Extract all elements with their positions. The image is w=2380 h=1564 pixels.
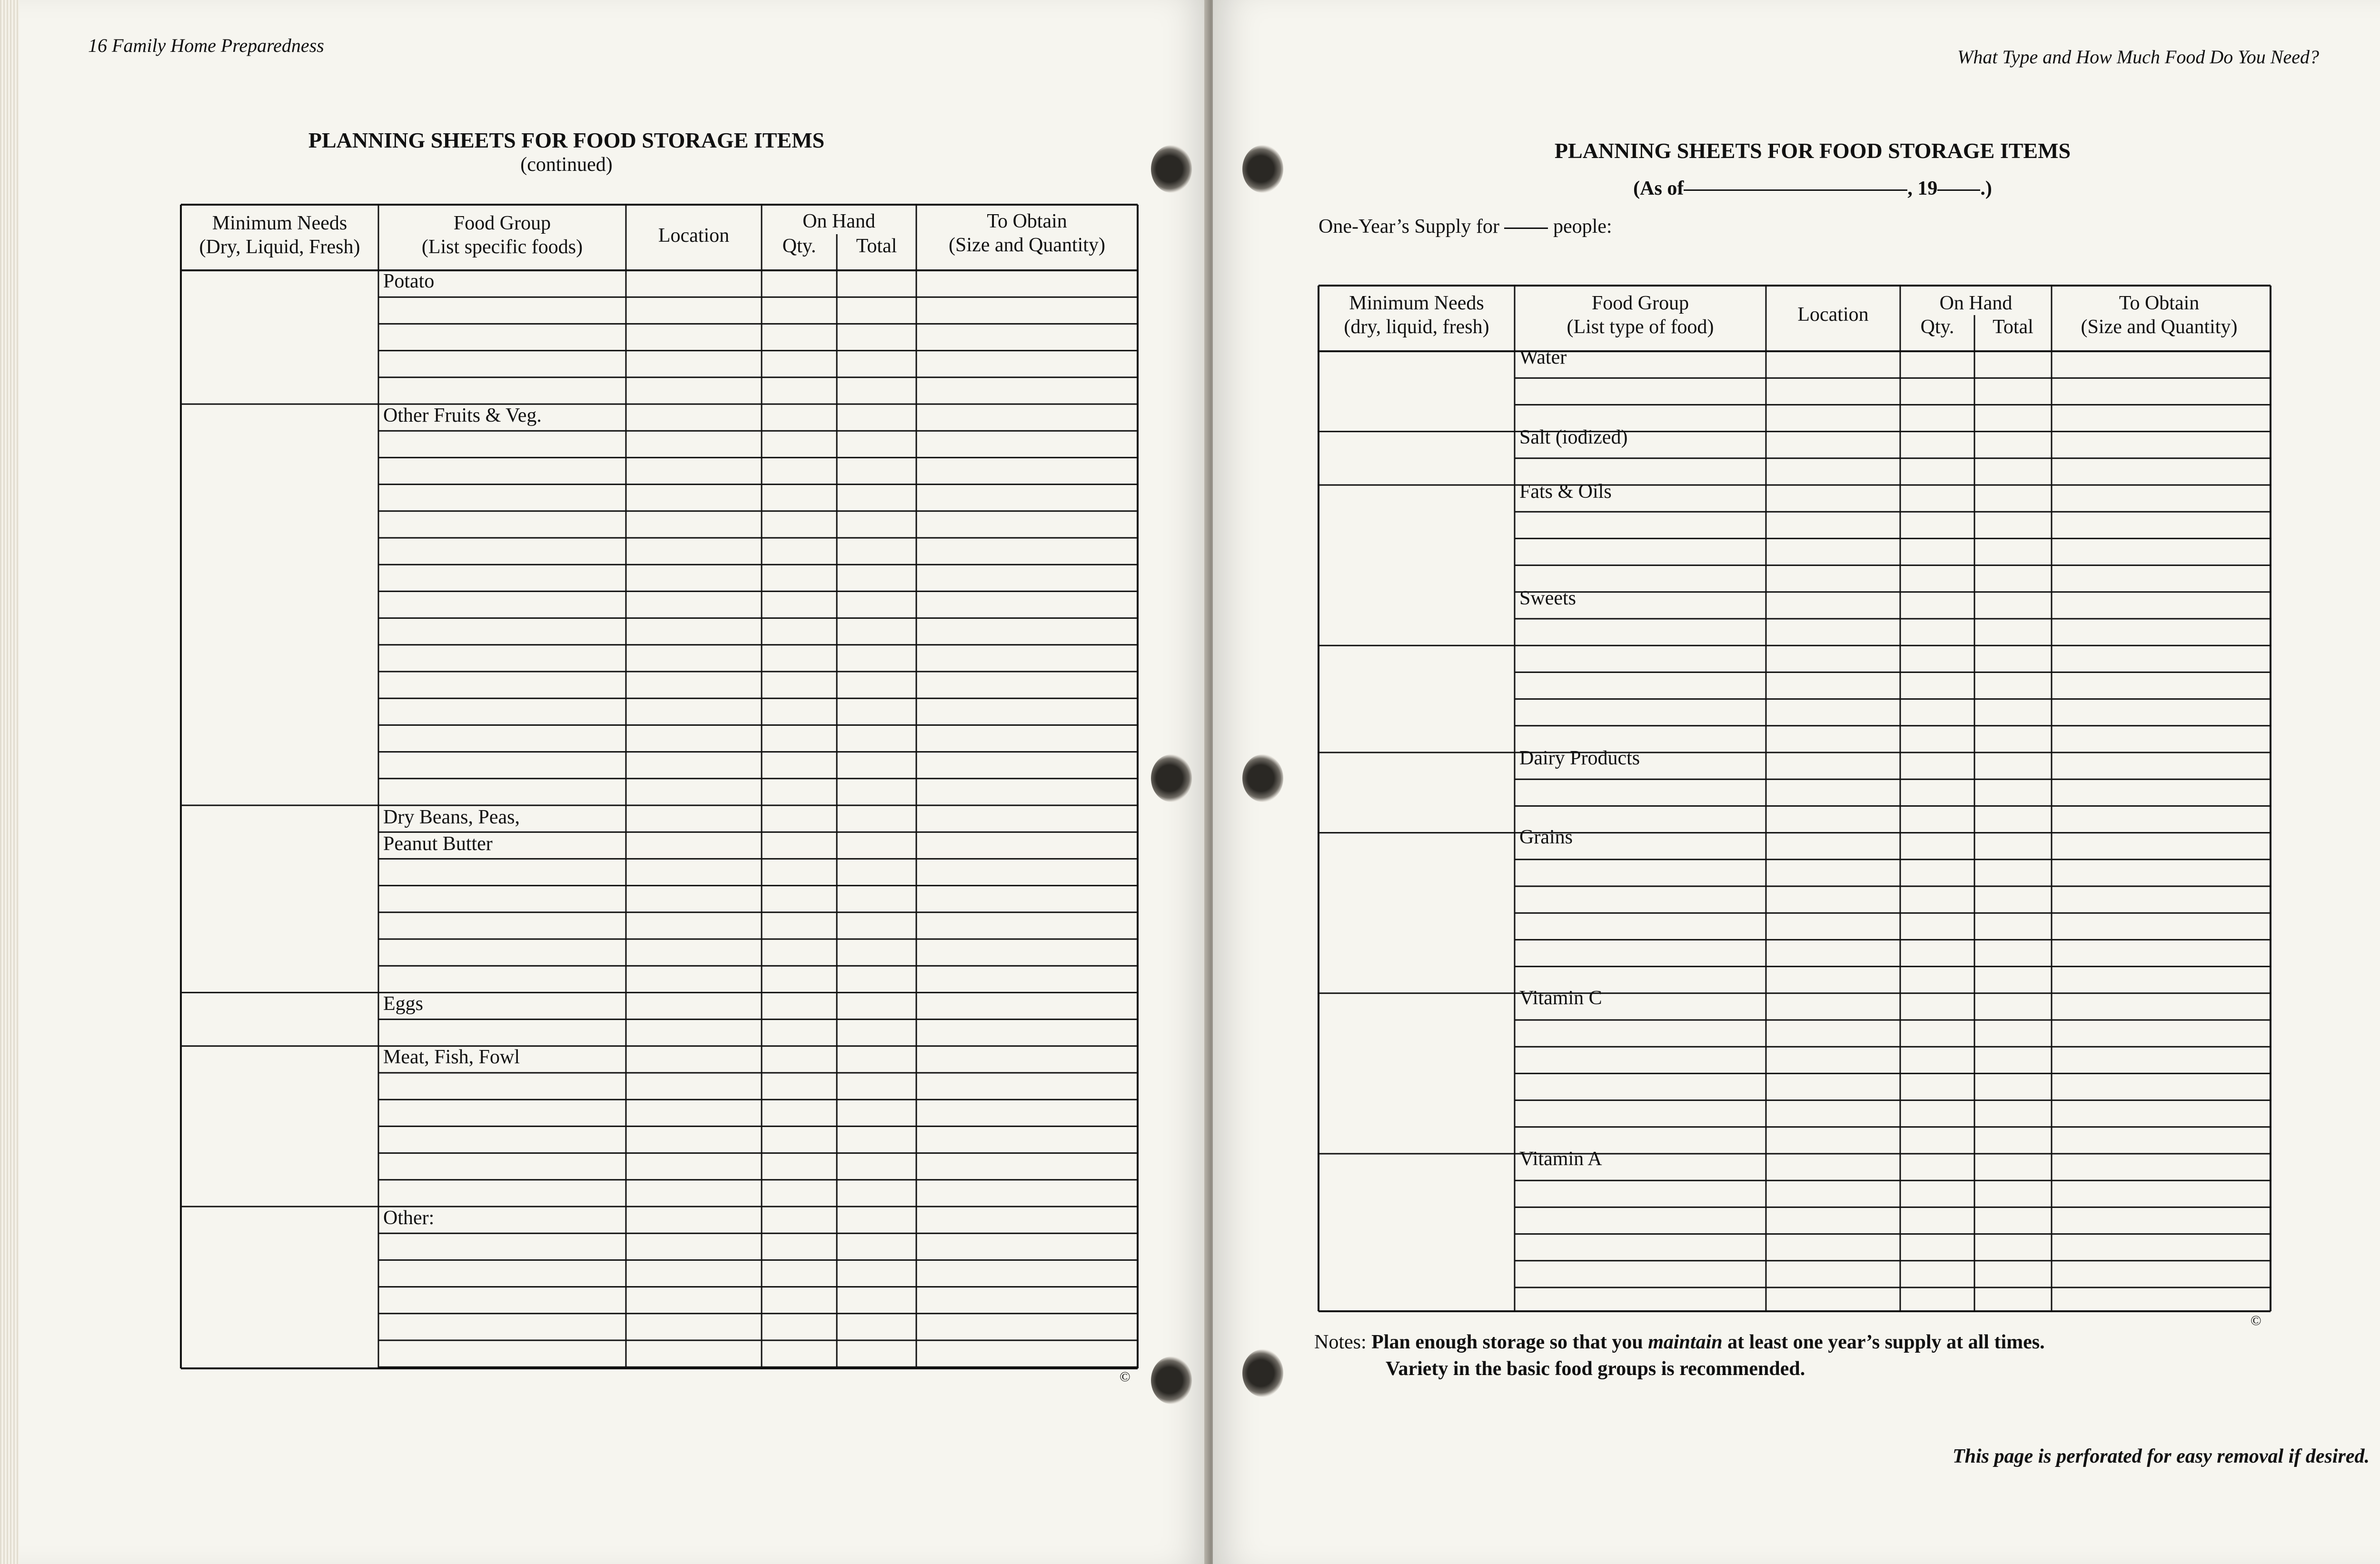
page-edges bbox=[0, 0, 19, 1564]
notes-line2: Variety in the basic food groups is recommended. bbox=[1386, 1358, 1805, 1380]
group-label-other: Other: bbox=[383, 1207, 435, 1229]
group-label-potato: Potato bbox=[383, 270, 435, 292]
binder-hole bbox=[1242, 145, 1283, 193]
people-count-blank[interactable] bbox=[1504, 228, 1548, 229]
group-label-eggs: Eggs bbox=[383, 993, 423, 1015]
as-of-line bbox=[1384, 177, 2241, 200]
col-header-location: Location bbox=[658, 225, 730, 247]
as-of-prefix: (As of bbox=[1633, 178, 1684, 199]
group-label-dairy-products: Dairy Products bbox=[1519, 747, 1640, 769]
as-of-suffix: .) bbox=[1980, 178, 1992, 199]
col-header-on-hand: On Hand bbox=[1939, 292, 2013, 314]
left-running-header: 16 Family Home Preparedness bbox=[88, 35, 324, 56]
supply-line bbox=[1319, 215, 1612, 238]
group-label-salt: Salt (iodized) bbox=[1519, 426, 1628, 448]
group-label-grains: Grains bbox=[1519, 826, 1573, 848]
notes-line1-b: at least one year’s supply at all times. bbox=[1727, 1331, 2045, 1353]
group-label-other-fruits-veg: Other Fruits & Veg. bbox=[383, 405, 542, 426]
left-subtitle: (continued) bbox=[520, 154, 613, 176]
col-header-total: Total bbox=[1993, 316, 2033, 338]
right-page bbox=[1213, 0, 2380, 1564]
left-copyright: © bbox=[1120, 1369, 1130, 1385]
notes-label: Notes: bbox=[1314, 1331, 1367, 1353]
group-label-vitamin-a: Vitamin A bbox=[1519, 1148, 1602, 1170]
notes-line1-a: Plan enough storage so that you bbox=[1371, 1331, 1643, 1353]
col-header-to-obtain: To Obtain (Size and Quantity) bbox=[2081, 292, 2238, 338]
col-header-location: Location bbox=[1797, 304, 1869, 326]
right-copyright: © bbox=[2251, 1313, 2261, 1328]
perforation-note: This page is perforated for easy removal if desired. bbox=[1952, 1445, 2370, 1467]
left-table-grid bbox=[181, 205, 1138, 1368]
supply-suffix: people: bbox=[1553, 216, 1612, 238]
right-title: PLANNING SHEETS FOR FOOD STORAGE ITEMS bbox=[1554, 139, 2071, 163]
supply-prefix: One-Year’s Supply for bbox=[1319, 216, 1499, 238]
group-label-vitamin-c: Vitamin C bbox=[1519, 987, 1602, 1009]
col-header-food-group: Food Group (List type of food) bbox=[1567, 292, 1714, 338]
binder-hole bbox=[1242, 1349, 1283, 1397]
binder-hole bbox=[1242, 754, 1283, 802]
group-label-fats-oils: Fats & Oils bbox=[1519, 481, 1612, 503]
as-of-date-blank[interactable] bbox=[1684, 189, 1907, 191]
col-header-total: Total bbox=[856, 235, 897, 257]
group-label-meat-fish-fowl: Meat, Fish, Fowl bbox=[383, 1046, 520, 1068]
col-header-minimum-needs: Minimum Needs (Dry, Liquid, Fresh) bbox=[199, 212, 360, 258]
col-header-on-hand: On Hand bbox=[803, 210, 875, 232]
binder-hole bbox=[1151, 145, 1192, 193]
col-header-qty: Qty. bbox=[1920, 316, 1954, 338]
group-label-peanut-butter: Peanut Butter bbox=[383, 833, 493, 855]
group-label-sweets: Sweets bbox=[1519, 587, 1576, 609]
as-of-year: , 19 bbox=[1907, 178, 1938, 199]
binder-hole bbox=[1151, 754, 1192, 802]
col-header-to-obtain: To Obtain (Size and Quantity) bbox=[949, 210, 1105, 256]
right-table-grid bbox=[1319, 286, 2271, 1311]
left-title: PLANNING SHEETS FOR FOOD STORAGE ITEMS bbox=[308, 128, 825, 152]
as-of-year-blank[interactable] bbox=[1937, 189, 1980, 191]
group-label-water: Water bbox=[1519, 346, 1567, 368]
notes-line1-em: maintain bbox=[1648, 1331, 1723, 1353]
notes-block bbox=[1314, 1329, 2045, 1382]
col-header-food-group: Food Group (List specific foods) bbox=[421, 212, 583, 258]
col-header-minimum-needs: Minimum Needs (dry, liquid, fresh) bbox=[1344, 292, 1489, 338]
group-label-dry-beans: Dry Beans, Peas, bbox=[383, 806, 520, 828]
right-running-header: What Type and How Much Food Do You Need? bbox=[1957, 46, 2319, 68]
binder-hole bbox=[1151, 1356, 1192, 1404]
col-header-qty: Qty. bbox=[782, 235, 816, 257]
